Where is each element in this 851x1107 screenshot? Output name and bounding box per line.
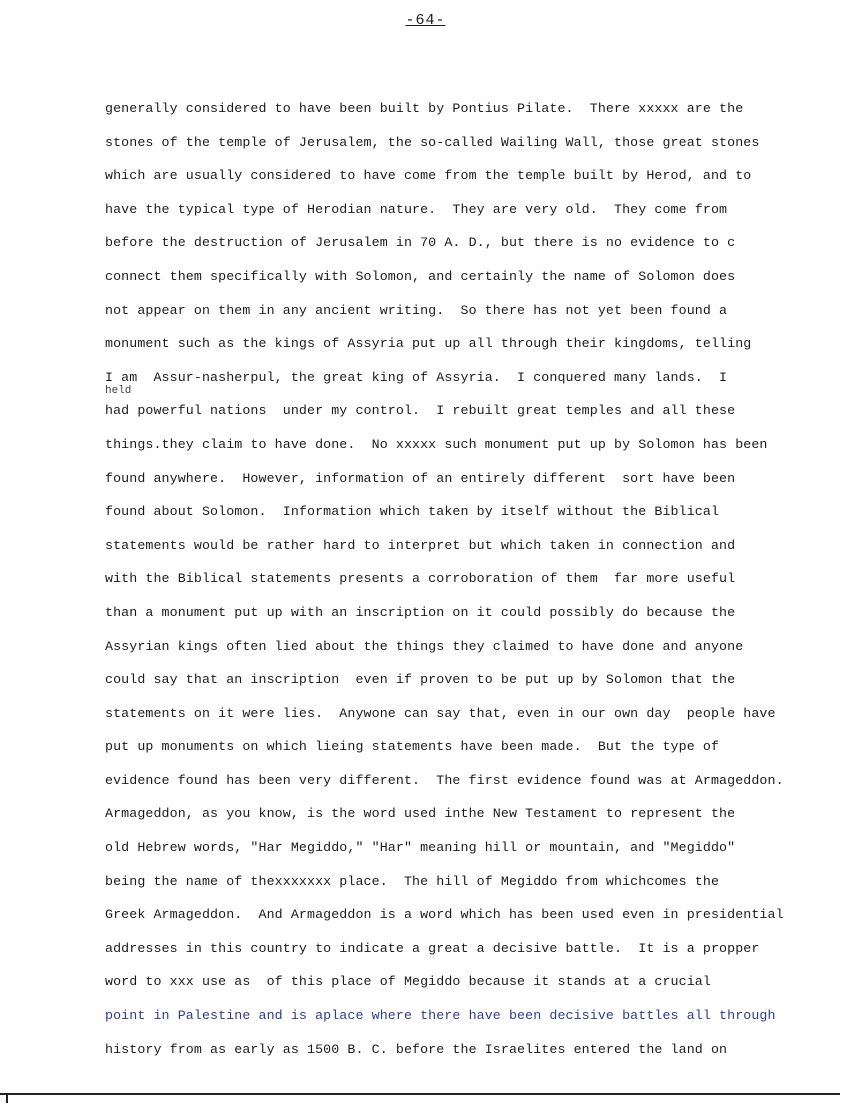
text-line: found anywhere. However, information of an entirely different sort have been: [105, 470, 736, 486]
text-line: connect them specifically with Solomon, and certainly the name of Solomon does: [105, 268, 736, 284]
handwritten-correction: held: [105, 385, 132, 397]
text-line: which are usually considered to have come from the temple built by Herod, and to: [105, 168, 752, 184]
text-line: things.they claim to have done. No xxxxx such monument put up by Solomon has been: [105, 436, 768, 452]
text-line: statements would be rather hard to interpret but which taken in connection and: [105, 537, 736, 553]
text-line: word to xxx use as of this place of Megiddo because it stands at a crucial: [105, 974, 711, 990]
text-line: before the destruction of Jerusalem in 70 A. D., but there is no evidence to c: [105, 235, 736, 251]
text-line: had powerful nations under my control. I rebuilt great temples and all these: [105, 403, 736, 419]
text-line: being the name of thexxxxxxx place. The hill of Megiddo from whichcomes the: [105, 873, 720, 889]
text-line: than a monument put up with an inscription on it could possibly do because the: [105, 604, 736, 620]
text-line: point in Palestine and is aplace where there have been decisive battles all through: [105, 1008, 776, 1024]
text-line: have the typical type of Herodian nature. They are very old. They come from: [105, 201, 728, 217]
text-line: stones of the temple of Jerusalem, the so-called Wailing Wall, those great stones: [105, 134, 760, 150]
text-line: old Hebrew words, "Har Megiddo," "Har" meaning hill or mountain, and "Megiddo": [105, 840, 736, 856]
text-line: not appear on them in any ancient writing. So there has not yet been found a: [105, 302, 728, 318]
text-line: I am Assur-nasherpul, the great king of Assyria. I conquered many lands. I: [105, 369, 728, 385]
text-line: Armageddon, as you know, is the word used inthe New Testament to represent the: [105, 806, 736, 822]
text-line: monument such as the kings of Assyria put up all through their kingdoms, telling: [105, 336, 752, 352]
text-line: evidence found has been very different. The first evidence found was at Armageddon.: [105, 772, 784, 788]
typewritten-body: [105, 95, 815, 1069]
bottom-rule: [0, 1093, 840, 1095]
text-line: put up monuments on which lieing statements have been made. But the type of: [105, 739, 720, 755]
page-number: -64-: [405, 12, 446, 29]
text-line: Assyrian kings often lied about the things they claimed to have done and anyone: [105, 638, 744, 654]
text-line: generally considered to have been built by Pontius Pilate. There xxxxx are the: [105, 101, 744, 116]
text-line: with the Biblical statements presents a corroboration of them far more useful: [105, 571, 736, 587]
text-line: addresses in this country to indicate a great a decisive battle. It is a propper: [105, 940, 760, 956]
text-line: found about Solomon. Information which taken by itself without the Biblical: [105, 504, 720, 520]
text-line: could say that an inscription even if proven to be put up by Solomon that the: [105, 672, 736, 688]
bottom-rule-tick: [6, 1093, 8, 1103]
text-line: statements on it were lies. Anywone can say that, even in our own day people have: [105, 705, 776, 721]
text-line: history from as early as 1500 B. C. before the Israelites entered the land on: [105, 1041, 728, 1057]
text-line: Greek Armageddon. And Armageddon is a word which has been used even in presidential: [105, 907, 784, 923]
